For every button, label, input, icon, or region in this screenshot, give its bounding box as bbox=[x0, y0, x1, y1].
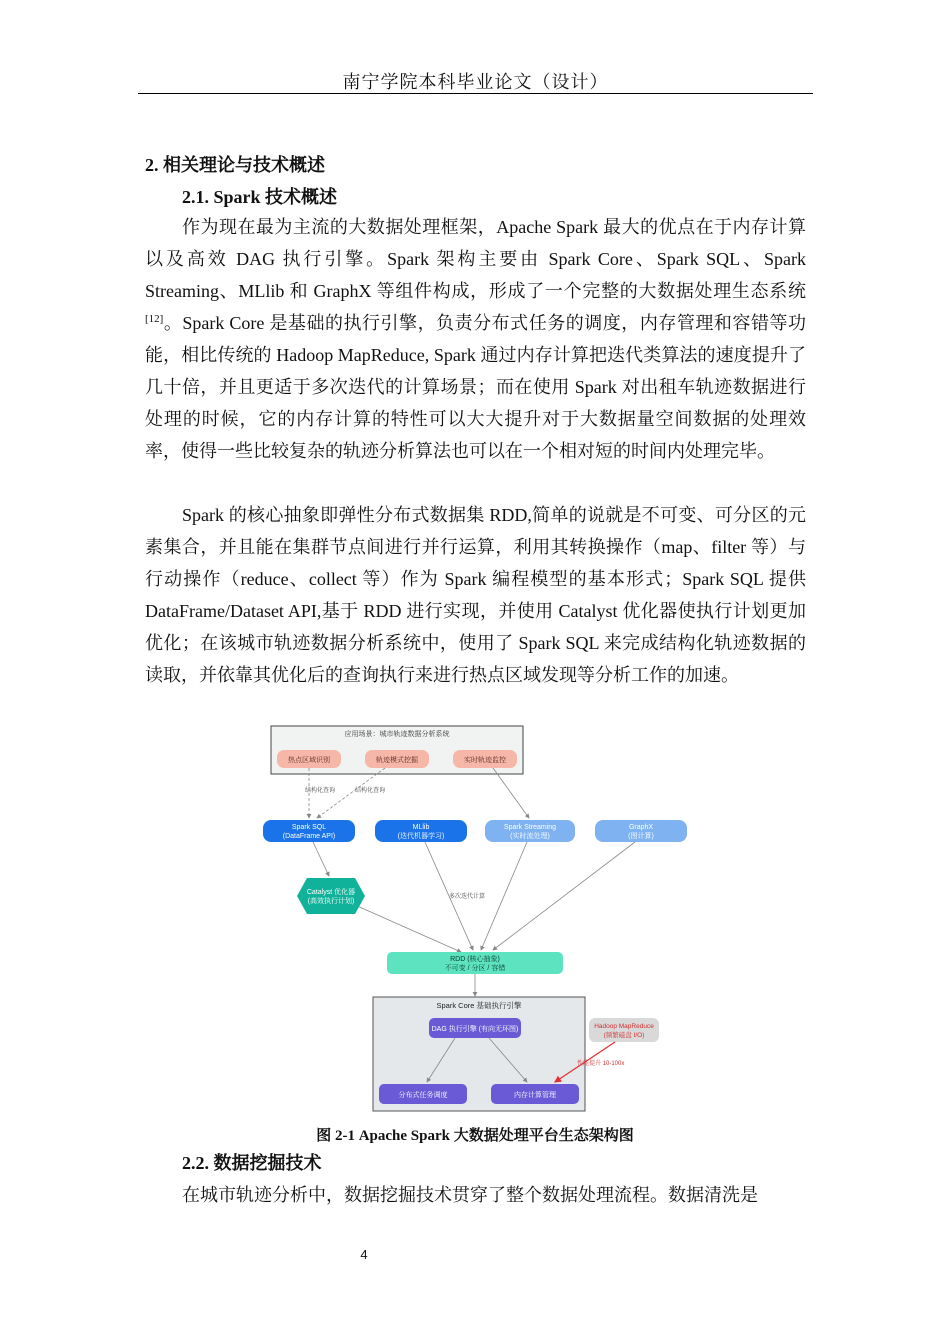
page-number: 4 bbox=[360, 1247, 368, 1262]
paragraph-1 bbox=[145, 211, 806, 467]
subsection-heading-spark: 2.1. Spark 技术概述 bbox=[182, 187, 338, 207]
edge-realtime-streaming bbox=[493, 768, 529, 818]
edge-label-structured-1: 结构化查询 bbox=[305, 788, 336, 794]
page-header: 南宁学院本科毕业论文（设计） bbox=[342, 72, 609, 92]
edge-label-speedup: 性能提升 10-100x bbox=[577, 1061, 625, 1067]
app-pattern-label: 轨迹模式挖掘 bbox=[376, 757, 418, 764]
paragraph-1-text-a: 作为现在最为主流的大数据处理框架，Apache Spark 最大的优点在于内存计算以及高效 DAG 执行引擎。Spark 架构主要由 Spark Core、Spark SQL、Spark Streaming、MLlib 和 GraphX 等组件构成，形成了一个完整的大数据处理生态系统 bbox=[145, 217, 806, 301]
node-dag-engine-label: DAG 执行引擎 (有向无环图) bbox=[431, 1026, 519, 1033]
node-spark-streaming-line2: (实时流处理) bbox=[510, 833, 550, 840]
subsection-heading-mining: 2.2. 数据挖掘技术 bbox=[182, 1153, 322, 1173]
edge-graphx-rdd bbox=[493, 842, 635, 950]
node-graphx-line1: GraphX bbox=[628, 824, 654, 831]
edge-catalyst-rdd bbox=[355, 905, 461, 952]
node-spark-streaming-line1: Spark Streaming bbox=[503, 824, 557, 831]
paragraph-3: 在城市轨迹分析中，数据挖掘技术贯穿了整个数据处理流程。数据清洗是 bbox=[182, 1185, 758, 1205]
figure-caption: 图 2-1 Apache Spark 大数据处理平台生态架构图 bbox=[316, 1128, 634, 1144]
node-hadoop-line1: Hadoop MapReduce bbox=[594, 1023, 654, 1030]
node-mllib-line1: MLlib bbox=[412, 824, 430, 831]
edge-sql-catalyst bbox=[313, 842, 329, 876]
app-scenario-title: 应用场景：城市轨迹数据分析系统 bbox=[344, 731, 450, 738]
node-memory-label: 内存计算管理 bbox=[514, 1092, 556, 1099]
node-spark-sql-line1: Spark SQL bbox=[291, 824, 327, 831]
node-catalyst-line1: Catalyst 优化器 bbox=[306, 889, 356, 896]
header-rule bbox=[138, 93, 813, 94]
node-spark-sql-line2: (DataFrame API) bbox=[282, 833, 336, 840]
paragraph-1-text-b: 。Spark Core 是基础的执行引擎，负责分布式任务的调度，内存管理和容错等功能，相比传统的 Hadoop MapReduce, Spark 通过内存计算把迭代类算法的速度提升了几十倍，并且更适于多次迭代的计算场景；而在使用 Spark 对出租车轨迹数据进行处理的时候，它的内存计算的特性可以大大提升对于大数据量空间数据的处理效率，使得一些比较复杂的轨迹分析算法也可以在一个相对短的时间内处理完毕。 bbox=[145, 313, 806, 461]
node-rdd-line2: 不可变 / 分区 / 容错 bbox=[444, 965, 506, 972]
spark-core-title: Spark Core 基础执行引擎 bbox=[436, 1001, 522, 1010]
edge-streaming-rdd bbox=[481, 842, 527, 950]
node-mllib-line2: (迭代机器学习) bbox=[397, 833, 445, 840]
node-graphx-line2: (图计算) bbox=[628, 833, 654, 840]
citation: [12] bbox=[145, 313, 164, 325]
node-hadoop-line2: (频繁磁盘 I/O) bbox=[603, 1032, 645, 1039]
node-scheduler-label: 分布式任务调度 bbox=[398, 1092, 448, 1099]
edge-label-multi-iter: 多次迭代计算 bbox=[449, 894, 486, 900]
edge-label-structured-2: 结构化查询 bbox=[355, 788, 386, 794]
app-hotspot-label: 热点区域识别 bbox=[288, 757, 330, 764]
node-catalyst bbox=[297, 878, 365, 914]
node-rdd-line1: RDD (核心抽象) bbox=[450, 956, 500, 963]
architecture-figure bbox=[255, 720, 695, 1120]
app-realtime-label: 实时轨迹监控 bbox=[464, 757, 506, 764]
paragraph-2: Spark 的核心抽象即弹性分布式数据集 RDD,简单的说就是不可变、可分区的元素集合，并且能在集群节点间进行并行运算，利用其转换操作（map、filter 等）与行动操作（reduce、collect 等）作为 Spark 编程模型的基本形式；Spark SQL 提供 DataFrame/Dataset API,基于 RDD 进行实现，并使用 Catalyst 优化器使执行计划更加优化；在该城市轨迹数据分析系统中，使用了 Spark SQL 来完成结构化轨迹数据的读取，并依靠其优化后的查询执行来进行热点区域发现等分析工作的加速。 bbox=[145, 505, 806, 685]
node-catalyst-line2: (高效执行计划) bbox=[307, 898, 355, 905]
section-heading: 2. 相关理论与技术概述 bbox=[145, 155, 325, 175]
